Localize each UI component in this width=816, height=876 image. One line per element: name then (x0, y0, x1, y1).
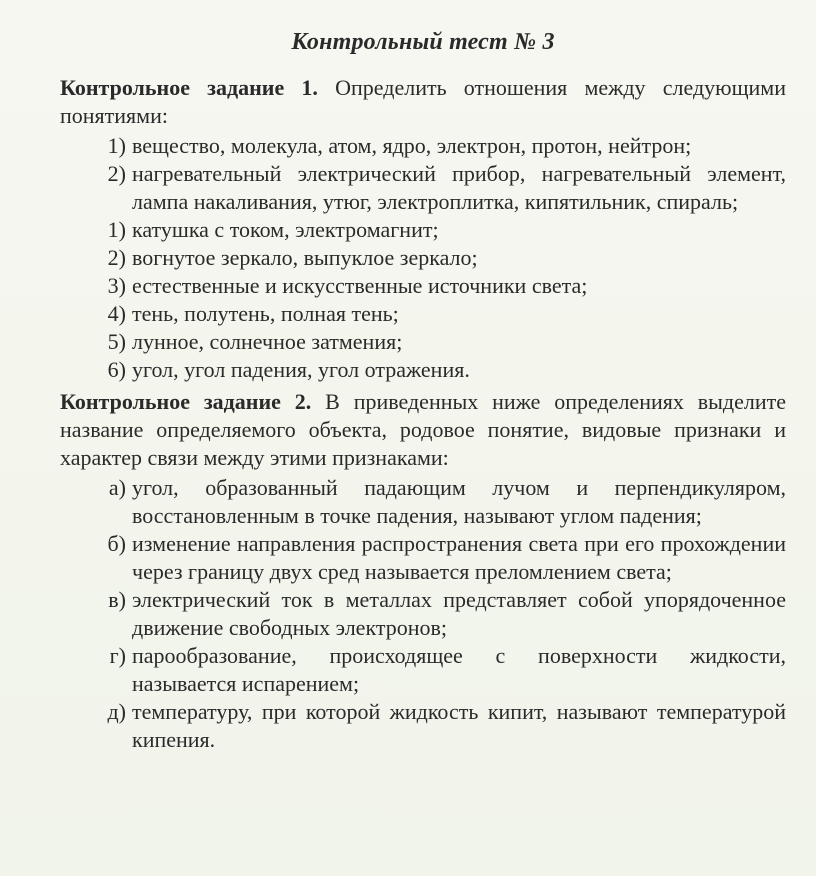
task-1-item-7 (60, 328, 786, 356)
task-1-item-6-text: тень, полутень, полная тень; (132, 301, 399, 326)
task-2-item-g (60, 642, 786, 698)
task-2-item-g-text: парообразование, происходящее с поверхности жидкости, называется испарением; (132, 643, 786, 696)
task-2-item-a (60, 474, 786, 530)
task-2-item-a-text: угол, образованный падающим лучом и перпендикуляром, восстановленным в точке падения, называют углом падения; (132, 475, 786, 528)
task-1-item-7-mark: 5) (107, 329, 126, 354)
task-1-items (60, 132, 786, 384)
task-2-item-a-mark: а) (108, 475, 126, 500)
task-1 (60, 74, 786, 384)
task-2 (60, 388, 786, 754)
task-1-item-6 (60, 300, 786, 328)
task-2-item-b (60, 530, 786, 586)
task-1-item-3 (60, 216, 786, 244)
task-1-item-4-text: вогнутое зеркало, выпуклое зеркало; (132, 245, 478, 270)
task-2-item-v-mark: в) (108, 587, 126, 612)
task-1-item-7-text: лунное, солнечное затмения; (132, 329, 403, 354)
task-1-item-2-text: нагревательный электрический прибор, нагревательный элемент, лампа накаливания, утюг, электроплитка, кипятильник, спираль; (132, 161, 786, 214)
task-1-item-2-mark: 2) (107, 161, 126, 186)
task-2-item-v-text: электрический ток в металлах представляет собой упорядоченное движение свободных электронов; (132, 587, 786, 640)
task-2-text: В приведенных ниже определениях выделите название определяемого объекта, родовое понятие, видовые признаки и характер связи между этими признаками: (60, 389, 786, 470)
task-1-item-5-text: естественные и искусственные источники света; (132, 273, 588, 298)
task-2-items (60, 474, 786, 754)
task-1-item-2 (60, 160, 786, 216)
task-1-item-8-mark: 6) (107, 357, 126, 382)
task-1-item-4-mark: 2) (107, 245, 126, 270)
task-1-item-4 (60, 244, 786, 272)
task-2-item-g-mark: г) (109, 643, 126, 668)
task-1-text: Определить отношения между следующими понятиями: (60, 75, 786, 128)
task-1-lead: Контрольное задание 1. (60, 75, 318, 100)
task-1-item-8-text: угол, угол падения, угол отражения. (132, 357, 470, 382)
task-2-item-d-mark: д) (107, 699, 126, 724)
page-title: Контрольный тест № 3 (291, 29, 555, 55)
task-2-title (60, 388, 786, 472)
task-2-item-b-text: изменение направления распространения света при его прохождении через границу двух сред называется преломлением света; (132, 531, 786, 584)
task-1-item-5-mark: 3) (107, 273, 126, 298)
task-2-item-d-text: температуру, при которой жидкость кипит, называют температурой кипения. (132, 699, 786, 752)
task-1-item-5 (60, 272, 786, 300)
task-1-item-1-mark: 1) (107, 133, 126, 158)
task-2-item-d (60, 698, 786, 754)
task-1-item-8 (60, 356, 786, 384)
task-1-item-3-text: катушка с током, электромагнит; (132, 217, 439, 242)
task-1-item-3-mark: 1) (107, 217, 126, 242)
task-1-item-1-text: вещество, молекула, атом, ядро, электрон, протон, нейтрон; (132, 133, 692, 158)
task-2-item-b-mark: б) (107, 531, 126, 556)
task-1-title (60, 74, 786, 130)
task-2-lead: Контрольное задание 2. (60, 389, 312, 414)
task-1-item-6-mark: 4) (107, 301, 126, 326)
task-2-item-v (60, 586, 786, 642)
task-1-item-1 (60, 132, 786, 160)
